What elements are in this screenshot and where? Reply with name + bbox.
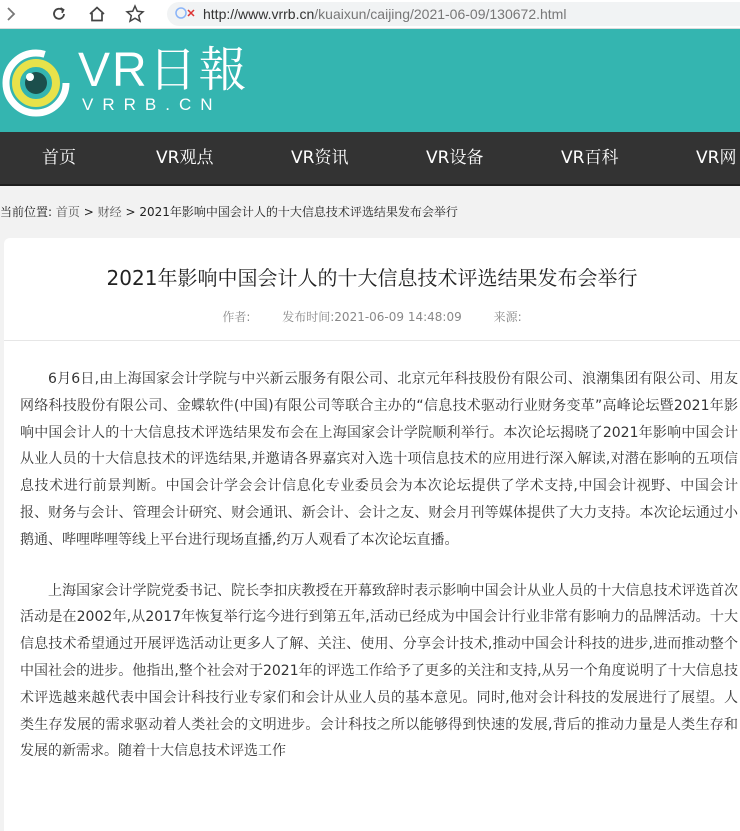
breadcrumb <box>0 203 458 220</box>
site-logo-domain: VRRB.CN <box>82 95 222 114</box>
article-source: 来源: <box>493 310 522 324</box>
nav-item-vr-wiki[interactable]: VR百科 <box>561 148 619 168</box>
article-body <box>20 366 738 789</box>
bookmark-star-icon[interactable] <box>124 3 146 25</box>
home-icon[interactable] <box>86 3 108 25</box>
article-title: 2021年影响中国会计人的十大信息技术评选结果发布会举行 <box>106 266 638 290</box>
breadcrumb-separator: > <box>83 205 94 219</box>
nav-item-vr-news[interactable]: VR资讯 <box>291 148 349 168</box>
address-bar[interactable] <box>167 2 740 26</box>
breadcrumb-home-link[interactable]: 首页 <box>55 205 80 219</box>
breadcrumb-category-link[interactable]: 财经 <box>97 205 122 219</box>
article-paragraph: 6月6日,由上海国家会计学院与中兴新云服务有限公司、北京元年科技股份有限公司、浪潮集团有限公司、用友网络科技股份有限公司、金蝶软件(中国)有限公司等联合主办的“信息技术驱动行业财务变革”高峰论坛暨2021年影响中国会计人的十大信息技术评选结果发布会在上海国家会计学院顺利举行。本次论坛揭晓了2021年影响中国会计从业人员的十大信息技术的评选结果,并邀请各界嘉宾对入选十项信息技术的应用进行深入解读,对潜在影响的五项信息技术进行前景判断。中国会计学会会计信息化专业委员会为本次论坛提供了学术支持,中国会计视野、中国会计报、财务与会计、管理会计研究、财会通讯、新会计、会计之友、财会月刊等媒体提供了大力支持。本次论坛通过小鹅通、哔哩哔哩等线上平台进行现场直播,约万人观看了本次论坛直播。 <box>20 371 738 548</box>
divider <box>4 340 740 341</box>
breadcrumb-prefix: 当前位置: <box>0 205 53 219</box>
article-author: 作者: <box>222 310 251 324</box>
nav-item-vr-opinion[interactable]: VR观点 <box>156 148 214 168</box>
nav-item-home[interactable]: 首页 <box>42 148 76 168</box>
breadcrumb-separator: > <box>125 205 136 219</box>
forward-icon[interactable] <box>0 3 22 25</box>
site-logo-text[interactable]: VR日報 <box>78 44 249 97</box>
article-paragraph: 上海国家会计学院党委书记、院长李扣庆教授在开幕致辞时表示影响中国会计从业人员的十大信息技术评选首次活动是在2002年,从2017年恢复举行迄今进行到第五年,活动已经成为中国会计行业非常有影响力的品牌活动。十大信息技术希望通过开展评选活动让更多人了解、关注、使用、分享会计技术,推动中国会计科技的进步,进而推动整个中国社会的进步。他指出,整个社会对于2021年的评选工作给予了更多的关注和支持,从另一个角度说明了十大信息技术评选越来越代表中国会计科技行业专家们和会计从业人员的基本意见。同时,他对会计科技的发展进行了展望。人类生存发展的需求驱动着人类社会的文明进步。会计科技之所以能够得到快速的发展,背后的推动力量是人类生存和发展的新需求。随着十大信息技术评选工作 <box>20 582 738 760</box>
url-host: http://www.vrrb.cn <box>203 6 315 22</box>
breadcrumb-current: 2021年影响中国会计人的十大信息技术评选结果发布会举行 <box>139 205 458 219</box>
browser-toolbar <box>0 0 740 29</box>
vr-logo-ring-icon[interactable] <box>0 43 76 127</box>
article-meta <box>4 308 740 325</box>
site-banner <box>0 29 740 132</box>
main-navigation <box>0 132 740 186</box>
nav-item-vr-devices[interactable]: VR设备 <box>426 148 484 168</box>
article-card <box>4 238 740 831</box>
nav-item-vr-web[interactable]: VR网 <box>696 148 737 168</box>
url-path: /kuaixun/caijing/2021-06-09/130672.html <box>314 6 567 22</box>
site-info-icon[interactable] <box>175 6 203 23</box>
reload-icon[interactable] <box>48 3 70 25</box>
article-publish-time: 发布时间:2021-06-09 14:48:09 <box>282 310 462 324</box>
